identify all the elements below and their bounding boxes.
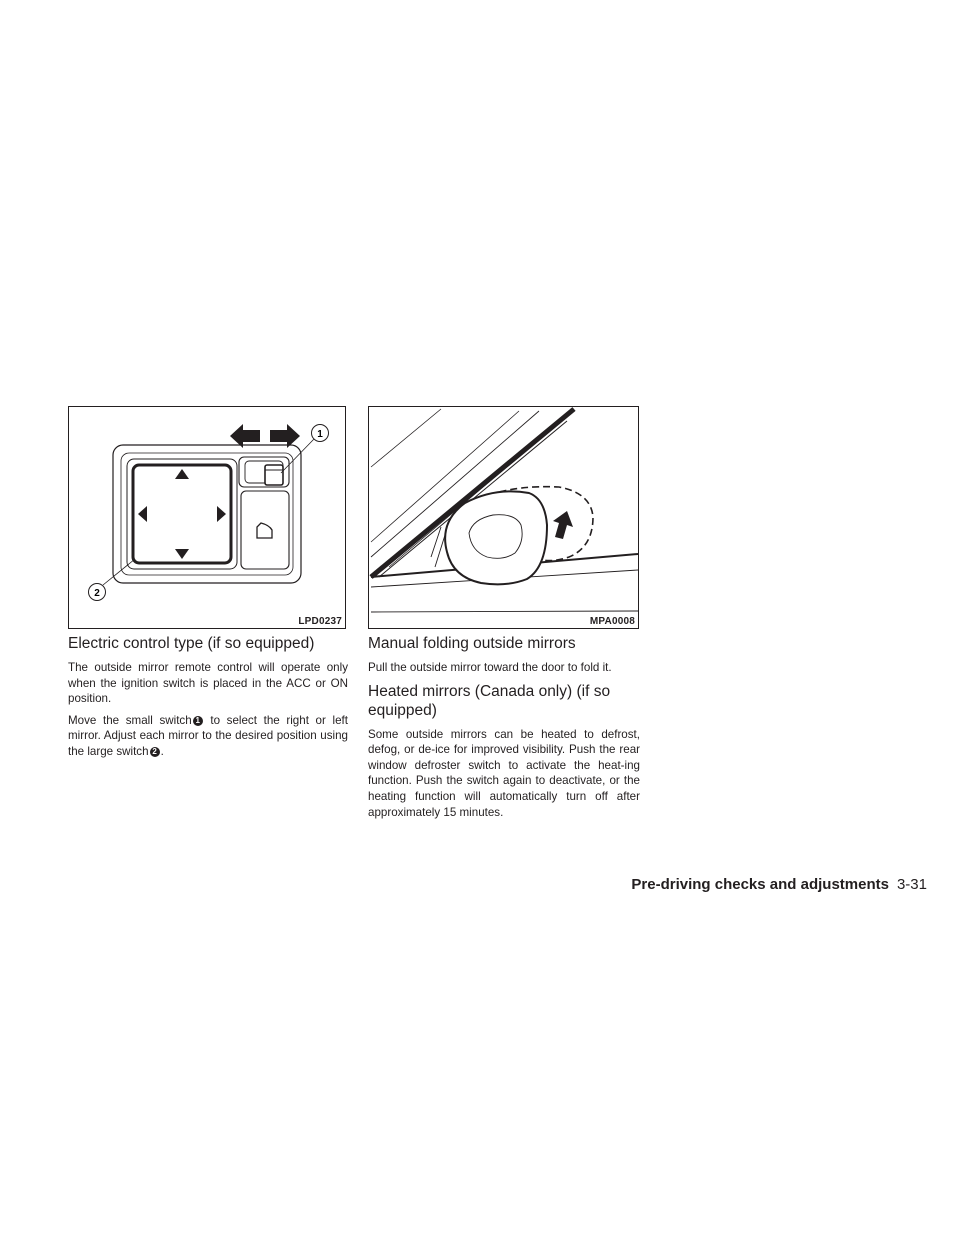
footer-section-title: Pre-driving checks and adjustments [631, 876, 889, 893]
paragraph-text: . [160, 744, 164, 758]
callout-1-badge: 1 [193, 716, 203, 726]
callout-2-badge: 2 [150, 747, 160, 757]
section-heading: Manual folding outside mirrors [368, 635, 576, 652]
paragraph [68, 713, 348, 760]
mirror-icon [257, 523, 272, 538]
callout-2-label: 2 [94, 588, 100, 599]
paragraph-text: to select the right or left mirror. Adjust each mirror to the desired position using the large switch [68, 713, 348, 758]
arrow-left-icon [230, 424, 260, 448]
arrow-down-icon [175, 549, 189, 559]
left-column [68, 634, 348, 766]
paragraph: Pull the outside mirror toward the door to fold it. [368, 661, 612, 674]
folding-mirror-drawing [369, 407, 638, 628]
folding-mirror-illustration [368, 406, 639, 629]
mirror-switch-drawing [69, 407, 345, 628]
arrow-up-icon [175, 469, 189, 479]
fold-arrow-icon [553, 511, 573, 539]
arrow-right-icon [217, 506, 226, 522]
section-heading: Heated mirrors (Canada only) (if so equipped) [368, 682, 611, 719]
callout-1-label: 1 [317, 429, 323, 440]
paragraph-text: Move the small switch [68, 713, 192, 727]
mirror-heat-switch [241, 491, 289, 569]
large-switch [127, 459, 237, 569]
arrow-right-icon [270, 424, 300, 448]
page-footer [631, 876, 927, 893]
figure-code: MPA0008 [589, 616, 635, 627]
right-column [368, 634, 640, 826]
page-number: 3-31 [896, 876, 927, 893]
paragraph: The outside mirror remote control will operate only when the ignition switch is placed in the ACC or ON position. [68, 661, 348, 706]
paragraph: Some outside mirrors can be heated to defrost, defog, or de-ice for improved visibility. Push the rear window defroster switch to activate the heat-ing function. Push the switch again to deactivate, or the heating function will automatically turn off after approximately 15 minutes. [368, 727, 640, 819]
section-heading: Electric control type (if so equipped) [68, 635, 315, 652]
mirror-switch-illustration [68, 406, 346, 629]
figure-code: LPD0237 [298, 616, 342, 627]
arrow-left-icon [138, 506, 147, 522]
